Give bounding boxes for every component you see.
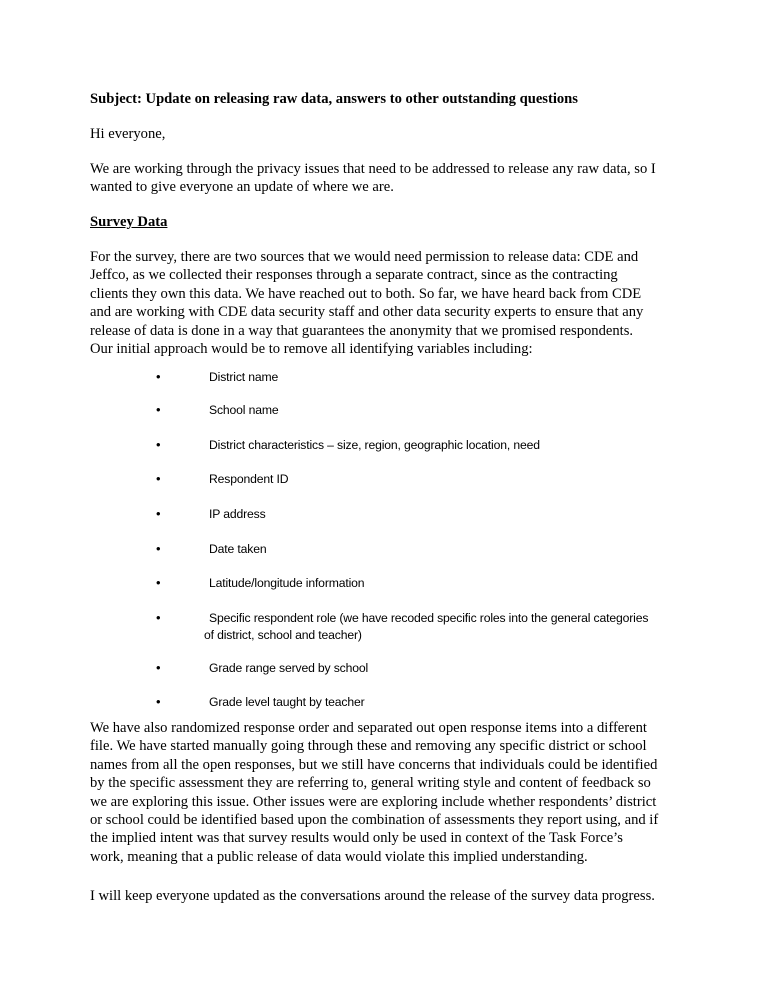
list-item-text: School name — [209, 403, 279, 417]
list-item-text: Respondent ID — [209, 472, 289, 486]
randomized-line: the implied intent was that survey results would only be used in context of the Task Force’s — [90, 830, 623, 847]
bullet-icon: • — [156, 541, 161, 556]
list-item-text: Grade level taught by teacher — [209, 695, 365, 709]
bullet-icon: • — [156, 660, 161, 675]
survey-line: clients they own this data. We have reached out to both. So far, we have heard back from CDE — [90, 285, 642, 302]
intro-line: wanted to give everyone an update of where we are. — [90, 179, 394, 196]
randomized-line: file. We have started manually going through these and removing any specific district or school — [90, 738, 647, 755]
bullet-icon: • — [156, 369, 161, 384]
list-item-text-continuation: of district, school and teacher) — [204, 628, 362, 642]
list-item-text — [204, 610, 689, 644]
survey-line: Jeffco, as we collected their responses through a separate contract, since as the contracting — [90, 267, 618, 284]
randomized-line: work, meaning that a public release of data would violate this implied understanding. — [90, 848, 588, 865]
bullet-icon: • — [156, 610, 161, 625]
randomized-line: or school could be identified based upon the combination of assessments they report using, and if — [90, 812, 659, 829]
section-heading-survey-data: Survey Data — [90, 214, 168, 230]
closing-line: I will keep everyone updated as the conversations around the release of the survey data progress. — [90, 888, 655, 904]
subject-line: Subject: Update on releasing raw data, answers to other outstanding questions — [90, 91, 578, 107]
survey-paragraph — [90, 248, 690, 358]
bullet-icon: • — [156, 402, 161, 417]
bullet-icon: • — [156, 471, 161, 486]
list-item-text-line: Specific respondent role (we have recoded specific roles into the general categories — [209, 611, 649, 625]
survey-line: For the survey, there are two sources that we would need permission to release data: CDE and — [90, 249, 639, 265]
greeting: Hi everyone, — [90, 126, 166, 142]
bullet-icon: • — [156, 575, 161, 590]
randomized-line: We have also randomized response order and separated out open response items into a different — [90, 720, 647, 736]
bullet-icon: • — [156, 694, 161, 709]
randomized-line: names from all the open responses, but we still have concerns that individuals could be identified — [90, 756, 658, 773]
closing-paragraph — [90, 887, 690, 905]
bullet-icon: • — [156, 506, 161, 521]
list-item-text: District name — [209, 370, 279, 384]
list-item-text: Latitude/longitude information — [209, 576, 365, 590]
intro-line: We are working through the privacy issues that need to be addressed to release any raw data, so I — [90, 161, 656, 177]
survey-line: release of data is done in a way that guarantees the anonymity that we promised respondents. — [90, 322, 634, 339]
randomized-line: we are exploring this issue. Other issues were are exploring include whether respondents’ district — [90, 793, 657, 810]
survey-line: Our initial approach would be to remove all identifying variables including: — [90, 341, 533, 358]
list-item-text: Date taken — [209, 542, 267, 556]
intro-paragraph — [90, 160, 690, 197]
list-item-text: District characteristics – size, region, geographic location, need — [209, 438, 540, 452]
randomized-line: by the specific assessment they are referring to, general writing style and content of feedback so — [90, 775, 651, 792]
bullet-icon: • — [156, 437, 161, 452]
list-item-text: Grade range served by school — [209, 661, 369, 675]
survey-line: and are working with CDE data security staff and other data security experts to ensure that any — [90, 304, 644, 321]
list-item-text: IP address — [209, 507, 266, 521]
randomized-paragraph — [90, 719, 690, 866]
